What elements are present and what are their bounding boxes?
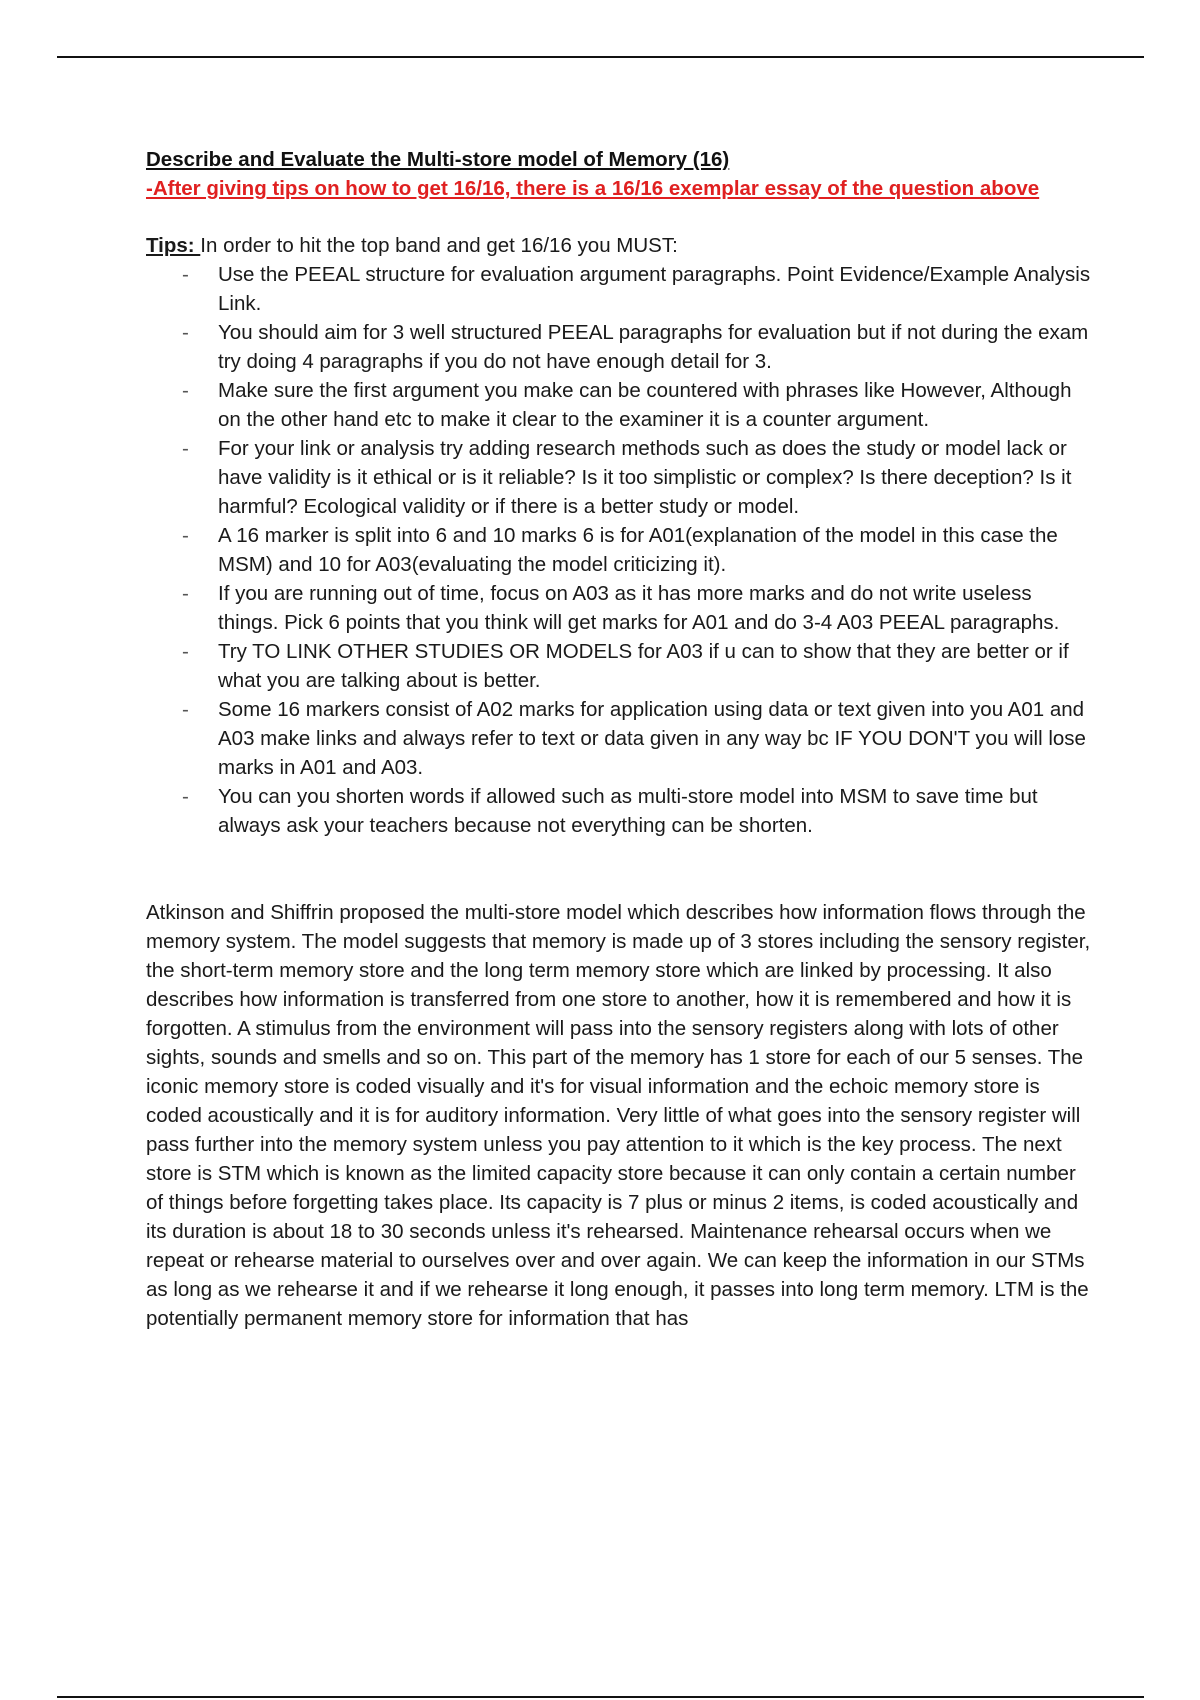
bullet-dash: -	[182, 321, 189, 344]
bullet-dash: -	[182, 379, 189, 402]
tips-label: Tips:	[146, 234, 201, 257]
list-item	[146, 579, 1096, 637]
page-title: Describe and Evaluate the Multi-store model of Memory (16)	[146, 148, 730, 171]
list-item	[146, 376, 1096, 434]
list-item	[146, 434, 1096, 521]
tips-intro	[146, 231, 1096, 260]
list-item-text: Try TO LINK OTHER STUDIES OR MODELS for A03 if u can to show that they are better or if what you are talking about is better.	[218, 640, 1069, 692]
list-item-text: For your link or analysis try adding research methods such as does the study or model lack or have validity is it ethical or is it reliable? Is it too simplistic or complex? Is there deception? Is it harmful? Ecological validity or if there is a better study or model.	[218, 437, 1072, 518]
list-item	[146, 637, 1096, 695]
list-item-text: Use the PEEAL structure for evaluation argument paragraphs. Point Evidence/Example Analysis Link.	[218, 263, 1091, 315]
list-item-text: Some 16 markers consist of A02 marks for application using data or text given into you A01 and A03 make links and always refer to text or data given in any way bc IF YOU DON'T you will lose marks in A01 and A03.	[218, 698, 1086, 779]
document-body	[146, 145, 1096, 1333]
list-item	[146, 260, 1096, 318]
list-item	[146, 695, 1096, 782]
bullet-dash: -	[182, 582, 189, 605]
list-item-text: Make sure the first argument you make can be countered with phrases like However, Although on the other hand etc to make it clear to the examiner it is a counter argument.	[218, 379, 1072, 431]
top-rule	[57, 56, 1144, 58]
list-item	[146, 318, 1096, 376]
list-item	[146, 782, 1096, 840]
list-item	[146, 521, 1096, 579]
bottom-rule	[57, 1696, 1144, 1698]
essay-paragraph: Atkinson and Shiffrin proposed the multi-store model which describes how information flows through the memory system. The model suggests that memory is made up of 3 stores including the sensory register, the short-term memory store and the long term memory store which are linked by processing. It also describes how information is transferred from one store to another, how it is remembered and how it is forgotten. A stimulus from the environment will pass into the sensory registers along with lots of other sights, sounds and smells and so on. This part of the memory has 1 store for each of our 5 senses. The iconic memory store is coded visually and it's for visual information and the echoic memory store is coded acoustically and it is for auditory information. Very little of what goes into the sensory register will pass further into the memory system unless you pay attention to it which is the key process. The next store is STM which is known as the limited capacity store because it can only contain a certain number of things before forgetting takes place. Its capacity is 7 plus or minus 2 items, is coded acoustically and its duration is about 18 to 30 seconds unless it's rehearsed. Maintenance rehearsal occurs when we repeat or rehearse material to ourselves over and over again. We can keep the information in our STMs as long as we rehearse it and if we rehearse it long enough, it passes into long term memory. LTM is the potentially permanent memory store for information that has	[146, 901, 1091, 1330]
list-item-text: You should aim for 3 well structured PEEAL paragraphs for evaluation but if not during the exam try doing 4 paragraphs if you do not have enough detail for 3.	[218, 321, 1089, 373]
bullet-dash: -	[182, 263, 189, 286]
subtitle-note: -After giving tips on how to get 16/16, there is a 16/16 exemplar essay of the question above	[146, 177, 1040, 200]
list-item-text: If you are running out of time, focus on A03 as it has more marks and do not write useless things. Pick 6 points that you think will get marks for A01 and do 3-4 A03 PEEAL paragraphs.	[218, 582, 1060, 634]
list-item-text: A 16 marker is split into 6 and 10 marks 6 is for A01(explanation of the model in this case the MSM) and 10 for A03(evaluating the model criticizing it).	[218, 524, 1058, 576]
bullet-dash: -	[182, 437, 189, 460]
bullet-dash: -	[182, 698, 189, 721]
list-item-text: You can you shorten words if allowed such as multi-store model into MSM to save time but always ask your teachers because not everything can be shorten.	[218, 785, 1038, 837]
bullet-dash: -	[182, 524, 189, 547]
bullet-dash: -	[182, 640, 189, 663]
bullet-dash: -	[182, 785, 189, 808]
tips-intro-text: In order to hit the top band and get 16/16 you MUST:	[200, 234, 678, 257]
tips-list	[146, 260, 1096, 840]
